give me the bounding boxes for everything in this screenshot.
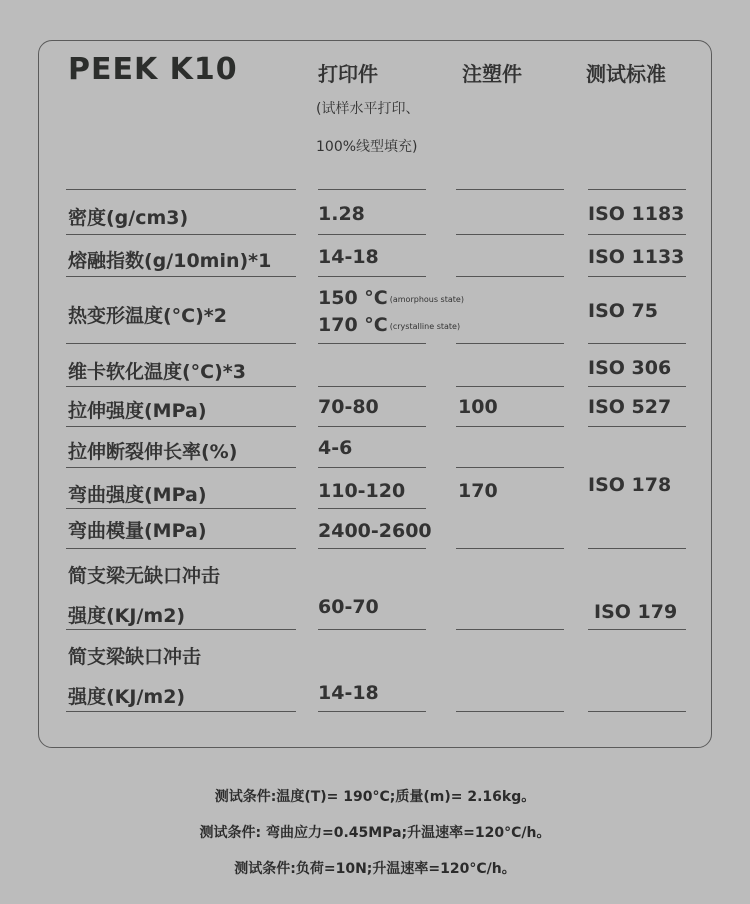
divider bbox=[456, 467, 564, 468]
hdt-standard: ISO 75 bbox=[588, 300, 658, 322]
hdt-note-amorphous: (amorphous state) bbox=[389, 295, 464, 304]
divider bbox=[588, 234, 686, 235]
divider bbox=[588, 426, 686, 427]
divider bbox=[66, 711, 296, 712]
divider bbox=[318, 276, 426, 277]
divider bbox=[66, 508, 296, 509]
footer-condition-2: 测试条件: 弯曲应力=0.45MPa;升温速率=120°C/h。 bbox=[199, 825, 551, 841]
divider bbox=[318, 343, 426, 344]
row-label-notched-1: 简支梁缺口冲击 bbox=[68, 646, 202, 668]
divider bbox=[66, 276, 296, 277]
hdt-printed-amorphous: 150 °C (amorphous state) bbox=[318, 287, 464, 309]
divider bbox=[456, 426, 564, 427]
divider bbox=[66, 548, 296, 549]
impact-standard: ISO 179 bbox=[594, 601, 678, 623]
col-header-molded: 注塑件 bbox=[462, 62, 522, 86]
tensile-standard: ISO 527 bbox=[588, 396, 672, 418]
divider bbox=[318, 189, 426, 190]
mfi-standard: ISO 1133 bbox=[588, 246, 685, 268]
divider bbox=[456, 276, 564, 277]
density-standard: ISO 1183 bbox=[588, 203, 685, 225]
row-label-flex-strength: 弯曲强度(MPa) bbox=[68, 484, 207, 506]
flex-strength-molded: 170 bbox=[458, 480, 498, 502]
footer-condition-3: 测试条件:负荷=10N;升温速率=120°C/h。 bbox=[234, 861, 516, 877]
tensile-printed: 70-80 bbox=[318, 396, 379, 418]
density-printed: 1.28 bbox=[318, 203, 365, 225]
divider bbox=[588, 343, 686, 344]
row-label-mfi: 熔融指数(g/10min)*1 bbox=[68, 250, 272, 272]
row-label-elongation: 拉伸断裂伸长率(%) bbox=[68, 441, 238, 463]
divider bbox=[588, 189, 686, 190]
elongation-printed: 4-6 bbox=[318, 437, 353, 459]
divider bbox=[318, 234, 426, 235]
divider bbox=[456, 343, 564, 344]
flex-modulus-printed: 2400-2600 bbox=[318, 520, 432, 542]
mfi-printed: 14-18 bbox=[318, 246, 379, 268]
divider bbox=[588, 548, 686, 549]
divider bbox=[318, 508, 426, 509]
divider bbox=[456, 711, 564, 712]
col-header-standard: 测试标准 bbox=[586, 62, 666, 86]
printed-note-1: (试样水平打印、 bbox=[316, 101, 420, 117]
divider bbox=[66, 426, 296, 427]
product-title: PEEK K10 bbox=[68, 52, 238, 87]
row-label-vicat: 维卡软化温度(°C)*3 bbox=[68, 361, 246, 383]
hdt-printed-crystalline: 170 °C (crystalline state) bbox=[318, 314, 461, 336]
col-header-printed: 打印件 bbox=[318, 62, 378, 86]
divider bbox=[588, 711, 686, 712]
divider bbox=[66, 629, 296, 630]
divider bbox=[588, 276, 686, 277]
divider bbox=[456, 386, 564, 387]
divider bbox=[588, 386, 686, 387]
divider bbox=[456, 234, 564, 235]
printed-note-2: 100%线型填充) bbox=[316, 139, 418, 155]
flex-strength-printed: 110-120 bbox=[318, 480, 406, 502]
divider bbox=[318, 386, 426, 387]
row-label-unnotched-1: 简支梁无缺口冲击 bbox=[68, 565, 221, 587]
divider bbox=[318, 426, 426, 427]
divider bbox=[66, 343, 296, 344]
divider bbox=[66, 189, 296, 190]
footer-condition-1: 测试条件:温度(T)= 190°C;质量(m)= 2.16kg。 bbox=[214, 789, 536, 805]
divider bbox=[318, 629, 426, 630]
row-label-density: 密度(g/cm3) bbox=[68, 207, 189, 229]
divider bbox=[456, 629, 564, 630]
row-label-notched-2: 强度(KJ/m2) bbox=[68, 686, 186, 708]
row-label-tensile: 拉伸强度(MPa) bbox=[68, 400, 207, 422]
divider bbox=[318, 711, 426, 712]
divider bbox=[456, 189, 564, 190]
row-label-hdt: 热变形温度(°C)*2 bbox=[68, 305, 227, 327]
divider bbox=[588, 629, 686, 630]
unnotched-printed: 60-70 bbox=[318, 596, 379, 618]
divider bbox=[318, 467, 426, 468]
notched-printed: 14-18 bbox=[318, 682, 379, 704]
tensile-molded: 100 bbox=[458, 396, 498, 418]
divider bbox=[318, 548, 426, 549]
flex-standard: ISO 178 bbox=[588, 474, 672, 496]
hdt-note-crystalline: (crystalline state) bbox=[389, 322, 461, 331]
divider bbox=[66, 234, 296, 235]
divider bbox=[66, 386, 296, 387]
row-label-flex-modulus: 弯曲模量(MPa) bbox=[68, 520, 207, 542]
vicat-standard: ISO 306 bbox=[588, 357, 672, 379]
divider bbox=[66, 467, 296, 468]
divider bbox=[456, 548, 564, 549]
row-label-unnotched-2: 强度(KJ/m2) bbox=[68, 605, 186, 627]
